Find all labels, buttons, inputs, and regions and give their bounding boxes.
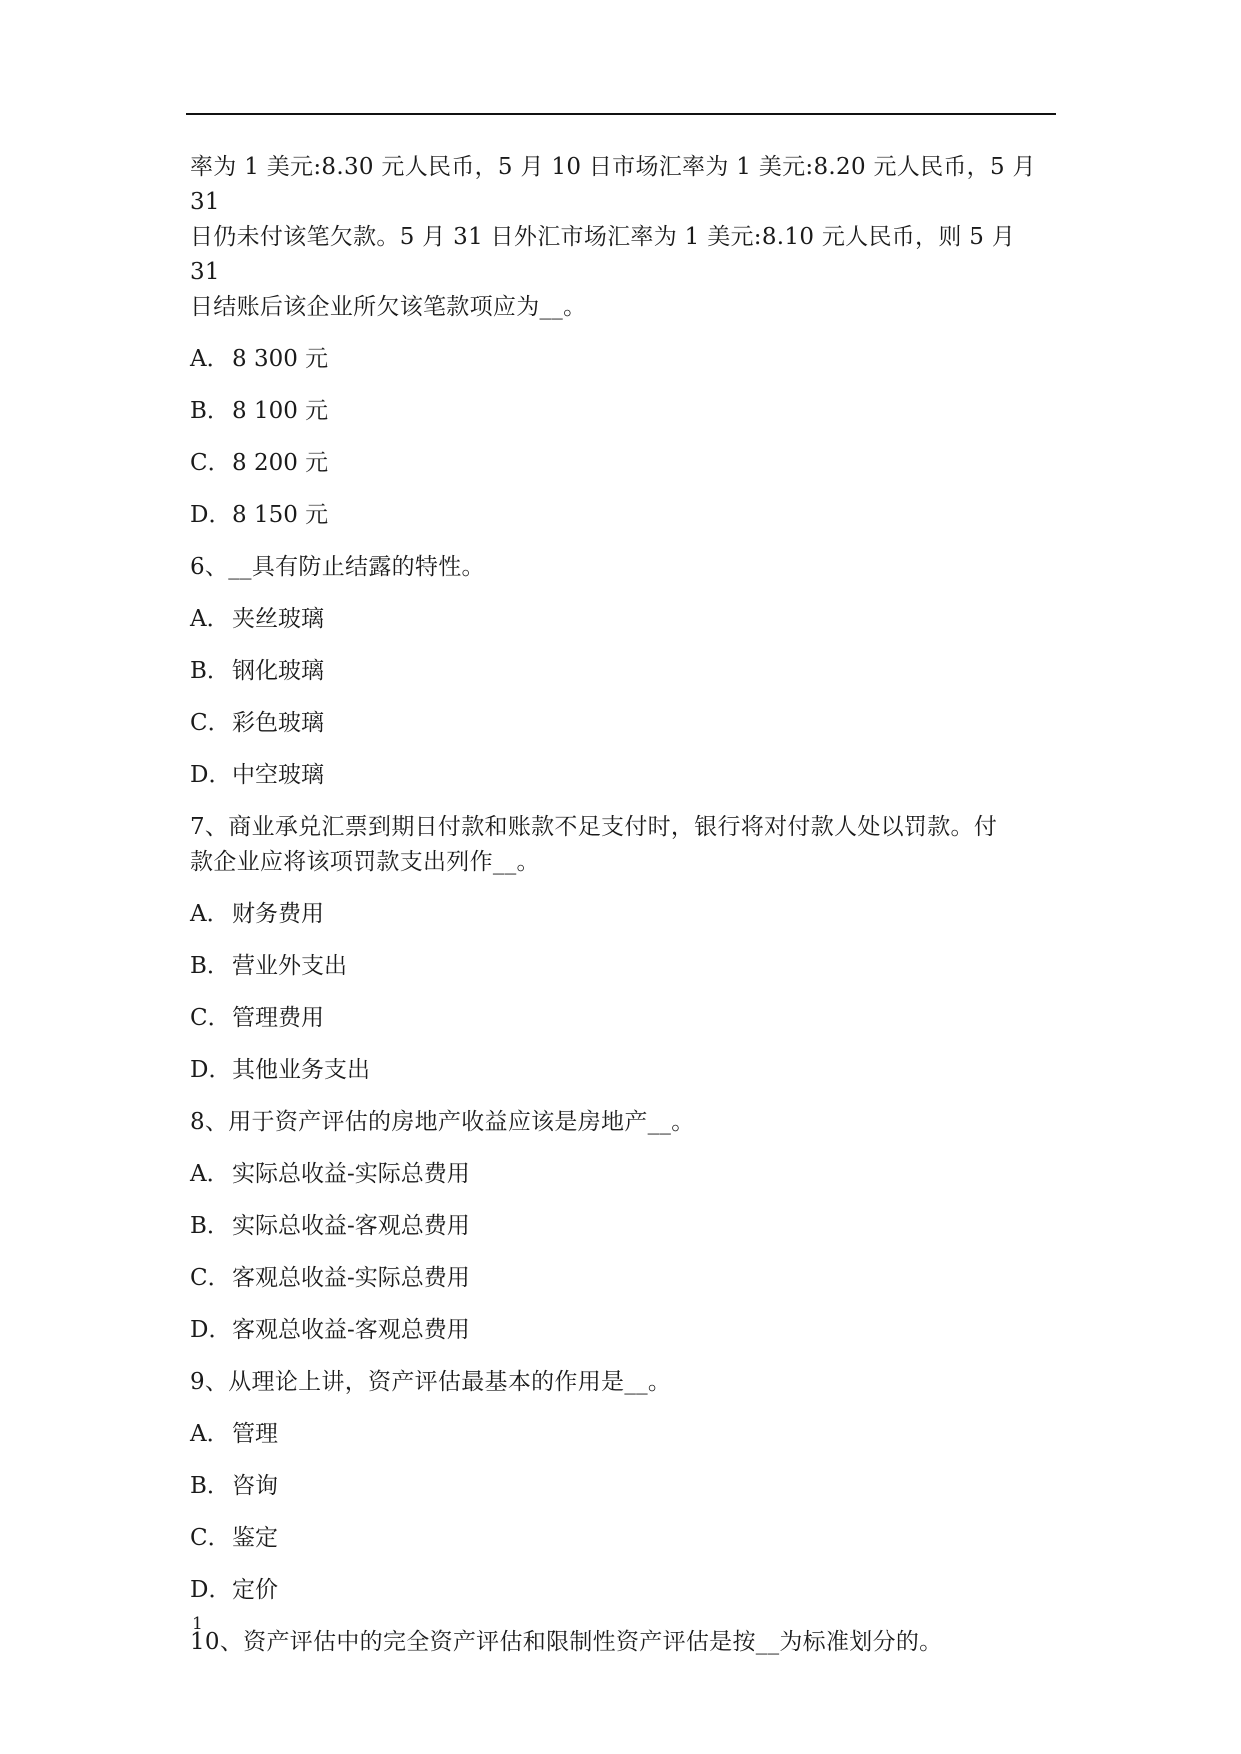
question-8: [190, 1105, 1052, 1348]
question-5-continuation: [190, 150, 1052, 533]
option-b: B．实际总收益-客观总费用: [190, 1213, 470, 1239]
option-d: D．客观总收益-客观总费用: [190, 1317, 470, 1343]
option-b: B．营业外支出: [190, 953, 347, 979]
question-text: 7、商业承兑汇票到期日付款和账款不足支付时，银行将对付款人处以罚款。付 款企业应将该项罚款支出列作__。: [190, 814, 998, 875]
question-7: [190, 810, 1052, 1088]
option-a: A． 实际总收益-实际总费用: [190, 1161, 470, 1187]
page-number: 1: [192, 1614, 203, 1634]
option-c: C．管理费用: [190, 1005, 324, 1031]
option-c: C．8 200 元: [190, 450, 329, 476]
header-rule: [186, 113, 1056, 115]
question-text: 6、__具有防止结露的特性。: [190, 554, 485, 580]
question-text: 10、资产评估中的完全资产评估和限制性资产评估是按__为标准划分的。: [190, 1629, 943, 1655]
question-9: [190, 1365, 1052, 1608]
option-b: B．钢化玻璃: [190, 658, 324, 684]
option-a: A． 管理: [190, 1421, 278, 1447]
question-text: 率为 1 美元:8.30 元人民币，5 月 10 日市场汇率为 1 美元:8.20 元人民币，5 月 31 日仍未付该笔欠款。5 月 31 日外汇市场汇率为 1 美元:8.10 元人民币，则 5 月 31 日结账后该企业所欠该笔款项应为__。: [190, 154, 1036, 320]
option-c: C．彩色玻璃: [190, 710, 324, 736]
option-b: B．咨询: [190, 1473, 278, 1499]
option-a: A． 财务费用: [190, 901, 324, 927]
question-10: [190, 1625, 1052, 1660]
option-d: D．定价: [190, 1577, 278, 1603]
option-a: A． 夹丝玻璃: [190, 606, 324, 632]
option-c: C．鉴定: [190, 1525, 278, 1551]
option-d: D．8 150 元: [190, 502, 329, 528]
question-6: [190, 550, 1052, 793]
option-b: B．8 100 元: [190, 398, 329, 424]
option-d: D．其他业务支出: [190, 1057, 370, 1083]
option-a: A． 8 300 元: [190, 346, 329, 372]
option-d: D．中空玻璃: [190, 762, 324, 788]
question-text: 8、用于资产评估的房地产收益应该是房地产__。: [190, 1109, 695, 1135]
document-body: [190, 150, 1052, 1677]
option-c: C．客观总收益-实际总费用: [190, 1265, 470, 1291]
question-text: 9、从理论上讲，资产评估最基本的作用是__。: [190, 1369, 672, 1395]
